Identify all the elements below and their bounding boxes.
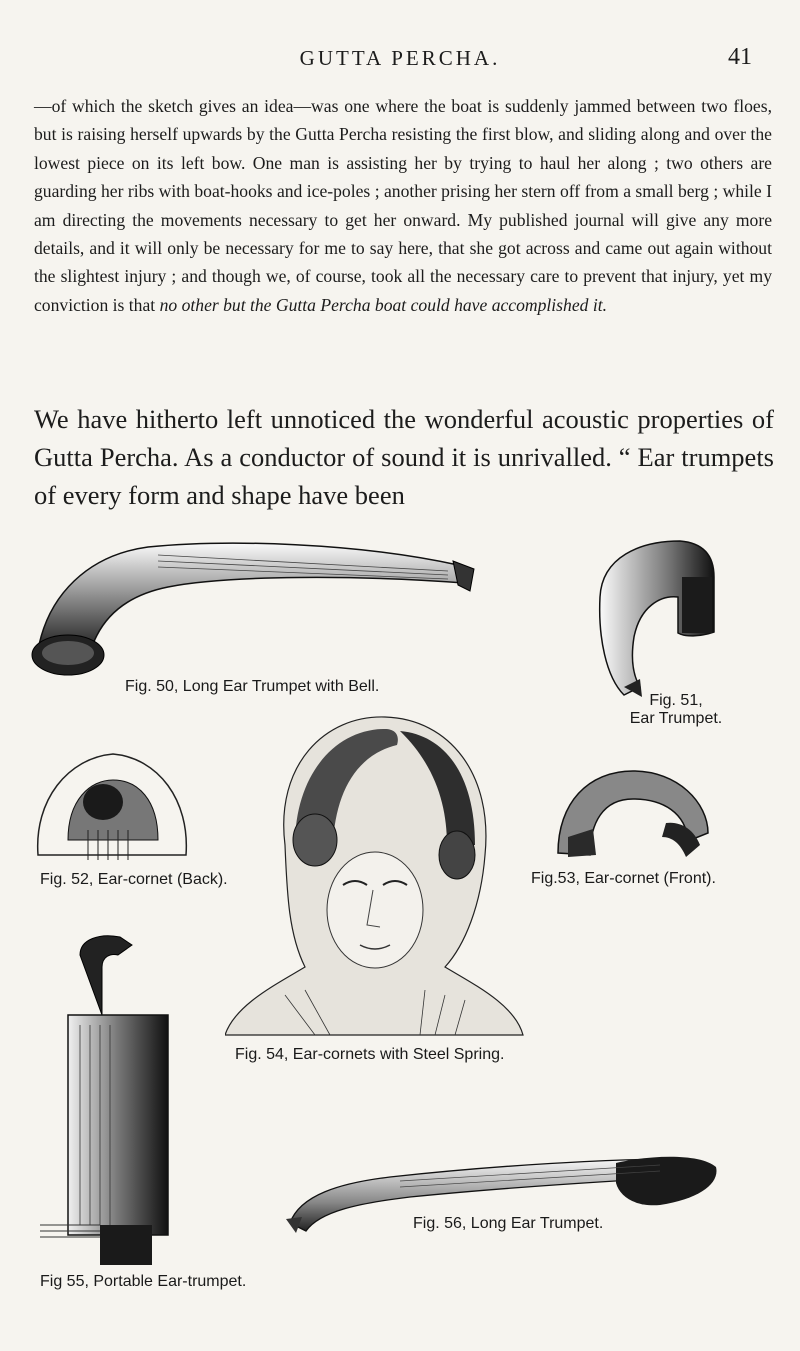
paragraph-2-text: We have hitherto left unnoticed the wonderful acoustic properties of Gutta Percha. As a conductor of sound it is unrivalled. “ Ear trumpets of every form and shape have been [34, 404, 774, 510]
fig-51-caption [616, 692, 736, 728]
fig-51-caption-line-1: Fig. 51, [649, 692, 703, 709]
fig-56-caption: Fig. 56, Long Ear Trumpet. [413, 1215, 604, 1232]
fig-52-ear-cornet-back-illustration [28, 730, 198, 870]
figures-plate [0, 525, 800, 1305]
body-paragraph-1 [34, 92, 772, 319]
fig-51-ear-trumpet-illustration [590, 537, 720, 697]
fig-54-ear-cornets-portrait-illustration [225, 705, 525, 1045]
fig-50-caption: Fig. 50, Long Ear Trumpet with Bell. [125, 678, 380, 695]
fig-55-portable-ear-trumpet-illustration [40, 925, 210, 1270]
page-number: 41 [728, 44, 752, 70]
fig-50-long-ear-trumpet-illustration [28, 535, 498, 685]
paragraph-1-italic: no other but the Gutta Percha boat could have accomplished it. [159, 294, 608, 315]
paragraph-1-text: —of which the sketch gives an idea—was one where the boat is suddenly jammed between two floes, but is raising herself upwards by the Gutta Percha resisting the first blow, and sliding along and over the lowest piece on its left bow. One man is assisting her by trying to haul her along ; two others are guarding her ribs with boat-hooks and ice-poles ; another prising her stern off from a small berg ; while I am directing the movements necessary to get her onward. My published journal will give any more details, and it will only be necessary for me to say here, that she got across and came out again without the slightest injury ; and though we, of course, took all the necessary care to prevent that injury, yet my conviction is that [34, 96, 772, 315]
running-title: GUTTA PERCHA. [299, 46, 501, 70]
fig-51-caption-line-2: Ear Trumpet. [629, 710, 723, 727]
fig-53-ear-cornet-front-illustration [548, 763, 718, 863]
fig-55-caption: Fig 55, Portable Ear-trumpet. [40, 1273, 247, 1290]
page-header [0, 46, 800, 80]
fig-52-caption: Fig. 52, Ear-cornet (Back). [40, 871, 228, 888]
fig-54-caption: Fig. 54, Ear-cornets with Steel Spring. [235, 1046, 505, 1063]
body-paragraph-2 [34, 400, 774, 514]
fig-53-caption: Fig.53, Ear-cornet (Front). [531, 870, 716, 887]
